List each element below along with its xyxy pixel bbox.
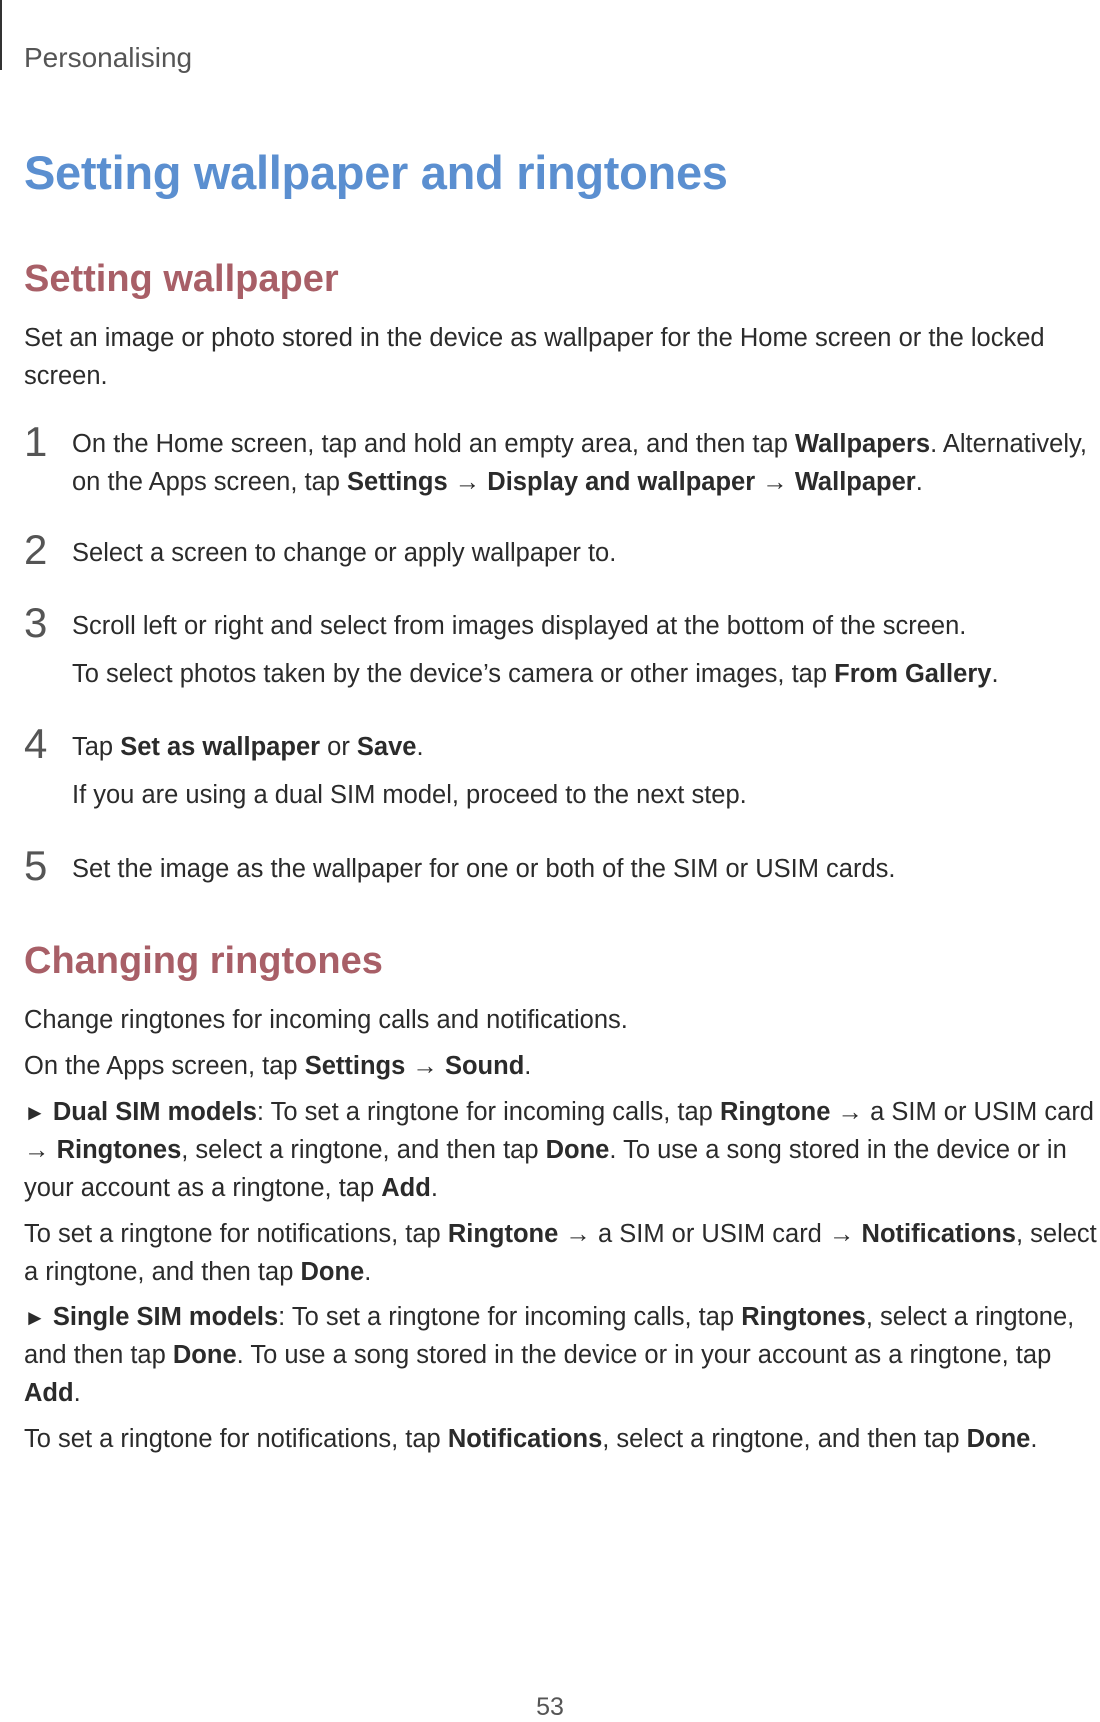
single-sim-line2: and then tap Done. To use a song stored in the device or in your account as a ringtone, tap bbox=[24, 1341, 1052, 1369]
step-4-subtext: If you are using a dual SIM model, proceed to the next step. bbox=[72, 781, 747, 809]
done-term: Done bbox=[545, 1136, 610, 1164]
notifications-term: Notifications bbox=[447, 1425, 603, 1453]
section-label: Personalising bbox=[24, 42, 193, 73]
header-rule bbox=[0, 0, 2, 70]
step-4-text: Tap Set as wallpaper or Save. bbox=[72, 733, 424, 761]
add-term: Add bbox=[24, 1379, 74, 1407]
single-sim-line3: Add. bbox=[24, 1379, 81, 1407]
dual-sim-line3: your account as a ringtone, tap Add. bbox=[24, 1174, 438, 1202]
single-sim-line1: ► Single SIM models: To set a ringtone for incoming calls, tap Ringtones, select a ringtone, bbox=[24, 1303, 1075, 1331]
ringtones-heading: Changing ringtones bbox=[24, 940, 383, 982]
step-number-1: 1 bbox=[24, 418, 48, 465]
ringtones-apps-path: On the Apps screen, tap Settings → Sound. bbox=[24, 1052, 532, 1080]
triangle-bullet-icon: ► bbox=[24, 1305, 46, 1330]
step-number-5: 5 bbox=[24, 842, 48, 889]
single-sim-models-term: Single SIM models bbox=[52, 1303, 279, 1331]
done-term: Done bbox=[172, 1341, 237, 1369]
step-3-subtext: To select photos taken by the device’s camera or other images, tap From Gallery. bbox=[72, 660, 999, 688]
wallpaper-intro-line2: screen. bbox=[24, 362, 108, 390]
ringtones-term: Ringtones bbox=[56, 1136, 182, 1164]
wallpaper-intro-line1: Set an image or photo stored in the device as wallpaper for the Home screen or the locked bbox=[24, 324, 1045, 352]
ringtones-intro: Change ringtones for incoming calls and notifications. bbox=[24, 1006, 628, 1034]
ringtone-term: Ringtone bbox=[719, 1098, 831, 1126]
dual-sim-line1: ► Dual SIM models: To set a ringtone for incoming calls, tap Ringtone → a SIM or USIM card bbox=[24, 1098, 1094, 1126]
display-wallpaper-term: Display and wallpaper bbox=[487, 468, 756, 496]
page-number: 53 bbox=[536, 1693, 564, 1721]
step-number-3: 3 bbox=[24, 599, 48, 646]
add-term: Add bbox=[381, 1174, 431, 1202]
from-gallery-term: From Gallery bbox=[834, 660, 992, 688]
step-number-4: 4 bbox=[24, 720, 48, 767]
dual-sim-models-term: Dual SIM models bbox=[52, 1098, 257, 1126]
set-as-wallpaper-term: Set as wallpaper bbox=[120, 733, 321, 761]
sound-term: Sound bbox=[444, 1052, 525, 1080]
single-notif-line: To set a ringtone for notifications, tap Notifications, select a ringtone, and then tap Done. bbox=[24, 1425, 1038, 1453]
page-title: Setting wallpaper and ringtones bbox=[24, 146, 728, 199]
wallpaper-heading: Setting wallpaper bbox=[24, 258, 339, 300]
triangle-bullet-icon: ► bbox=[24, 1100, 46, 1125]
done-term: Done bbox=[966, 1425, 1031, 1453]
ringtone-term: Ringtone bbox=[447, 1220, 559, 1248]
wallpapers-term: Wallpapers bbox=[794, 430, 931, 458]
step-2-text: Select a screen to change or apply wallpaper to. bbox=[72, 539, 617, 567]
step-1-line2: on the Apps screen, tap Settings → Display and wallpaper → Wallpaper. bbox=[72, 468, 923, 496]
settings-term: Settings bbox=[304, 1052, 406, 1080]
dual-notif-line1: To set a ringtone for notifications, tap Ringtone → a SIM or USIM card → Notifications, select bbox=[24, 1220, 1097, 1248]
notifications-term: Notifications bbox=[861, 1220, 1016, 1248]
step-1-line1: On the Home screen, tap and hold an empty area, and then tap Wallpapers. Alternatively, bbox=[72, 430, 1087, 458]
dual-notif-line2: a ringtone, and then tap Done. bbox=[24, 1258, 372, 1286]
ringtones-term: Ringtones bbox=[741, 1303, 866, 1331]
wallpaper-term: Wallpaper bbox=[794, 468, 916, 496]
done-term: Done bbox=[300, 1258, 365, 1286]
step-number-2: 2 bbox=[24, 526, 48, 573]
dual-sim-line2: → Ringtones, select a ringtone, and then tap Done. To use a song stored in the device or in bbox=[24, 1136, 1067, 1164]
settings-term: Settings bbox=[347, 468, 448, 496]
step-5-text: Set the image as the wallpaper for one or both of the SIM or USIM cards. bbox=[72, 855, 896, 883]
save-term: Save bbox=[356, 733, 417, 761]
step-3-text: Scroll left or right and select from images displayed at the bottom of the screen. bbox=[72, 612, 967, 640]
